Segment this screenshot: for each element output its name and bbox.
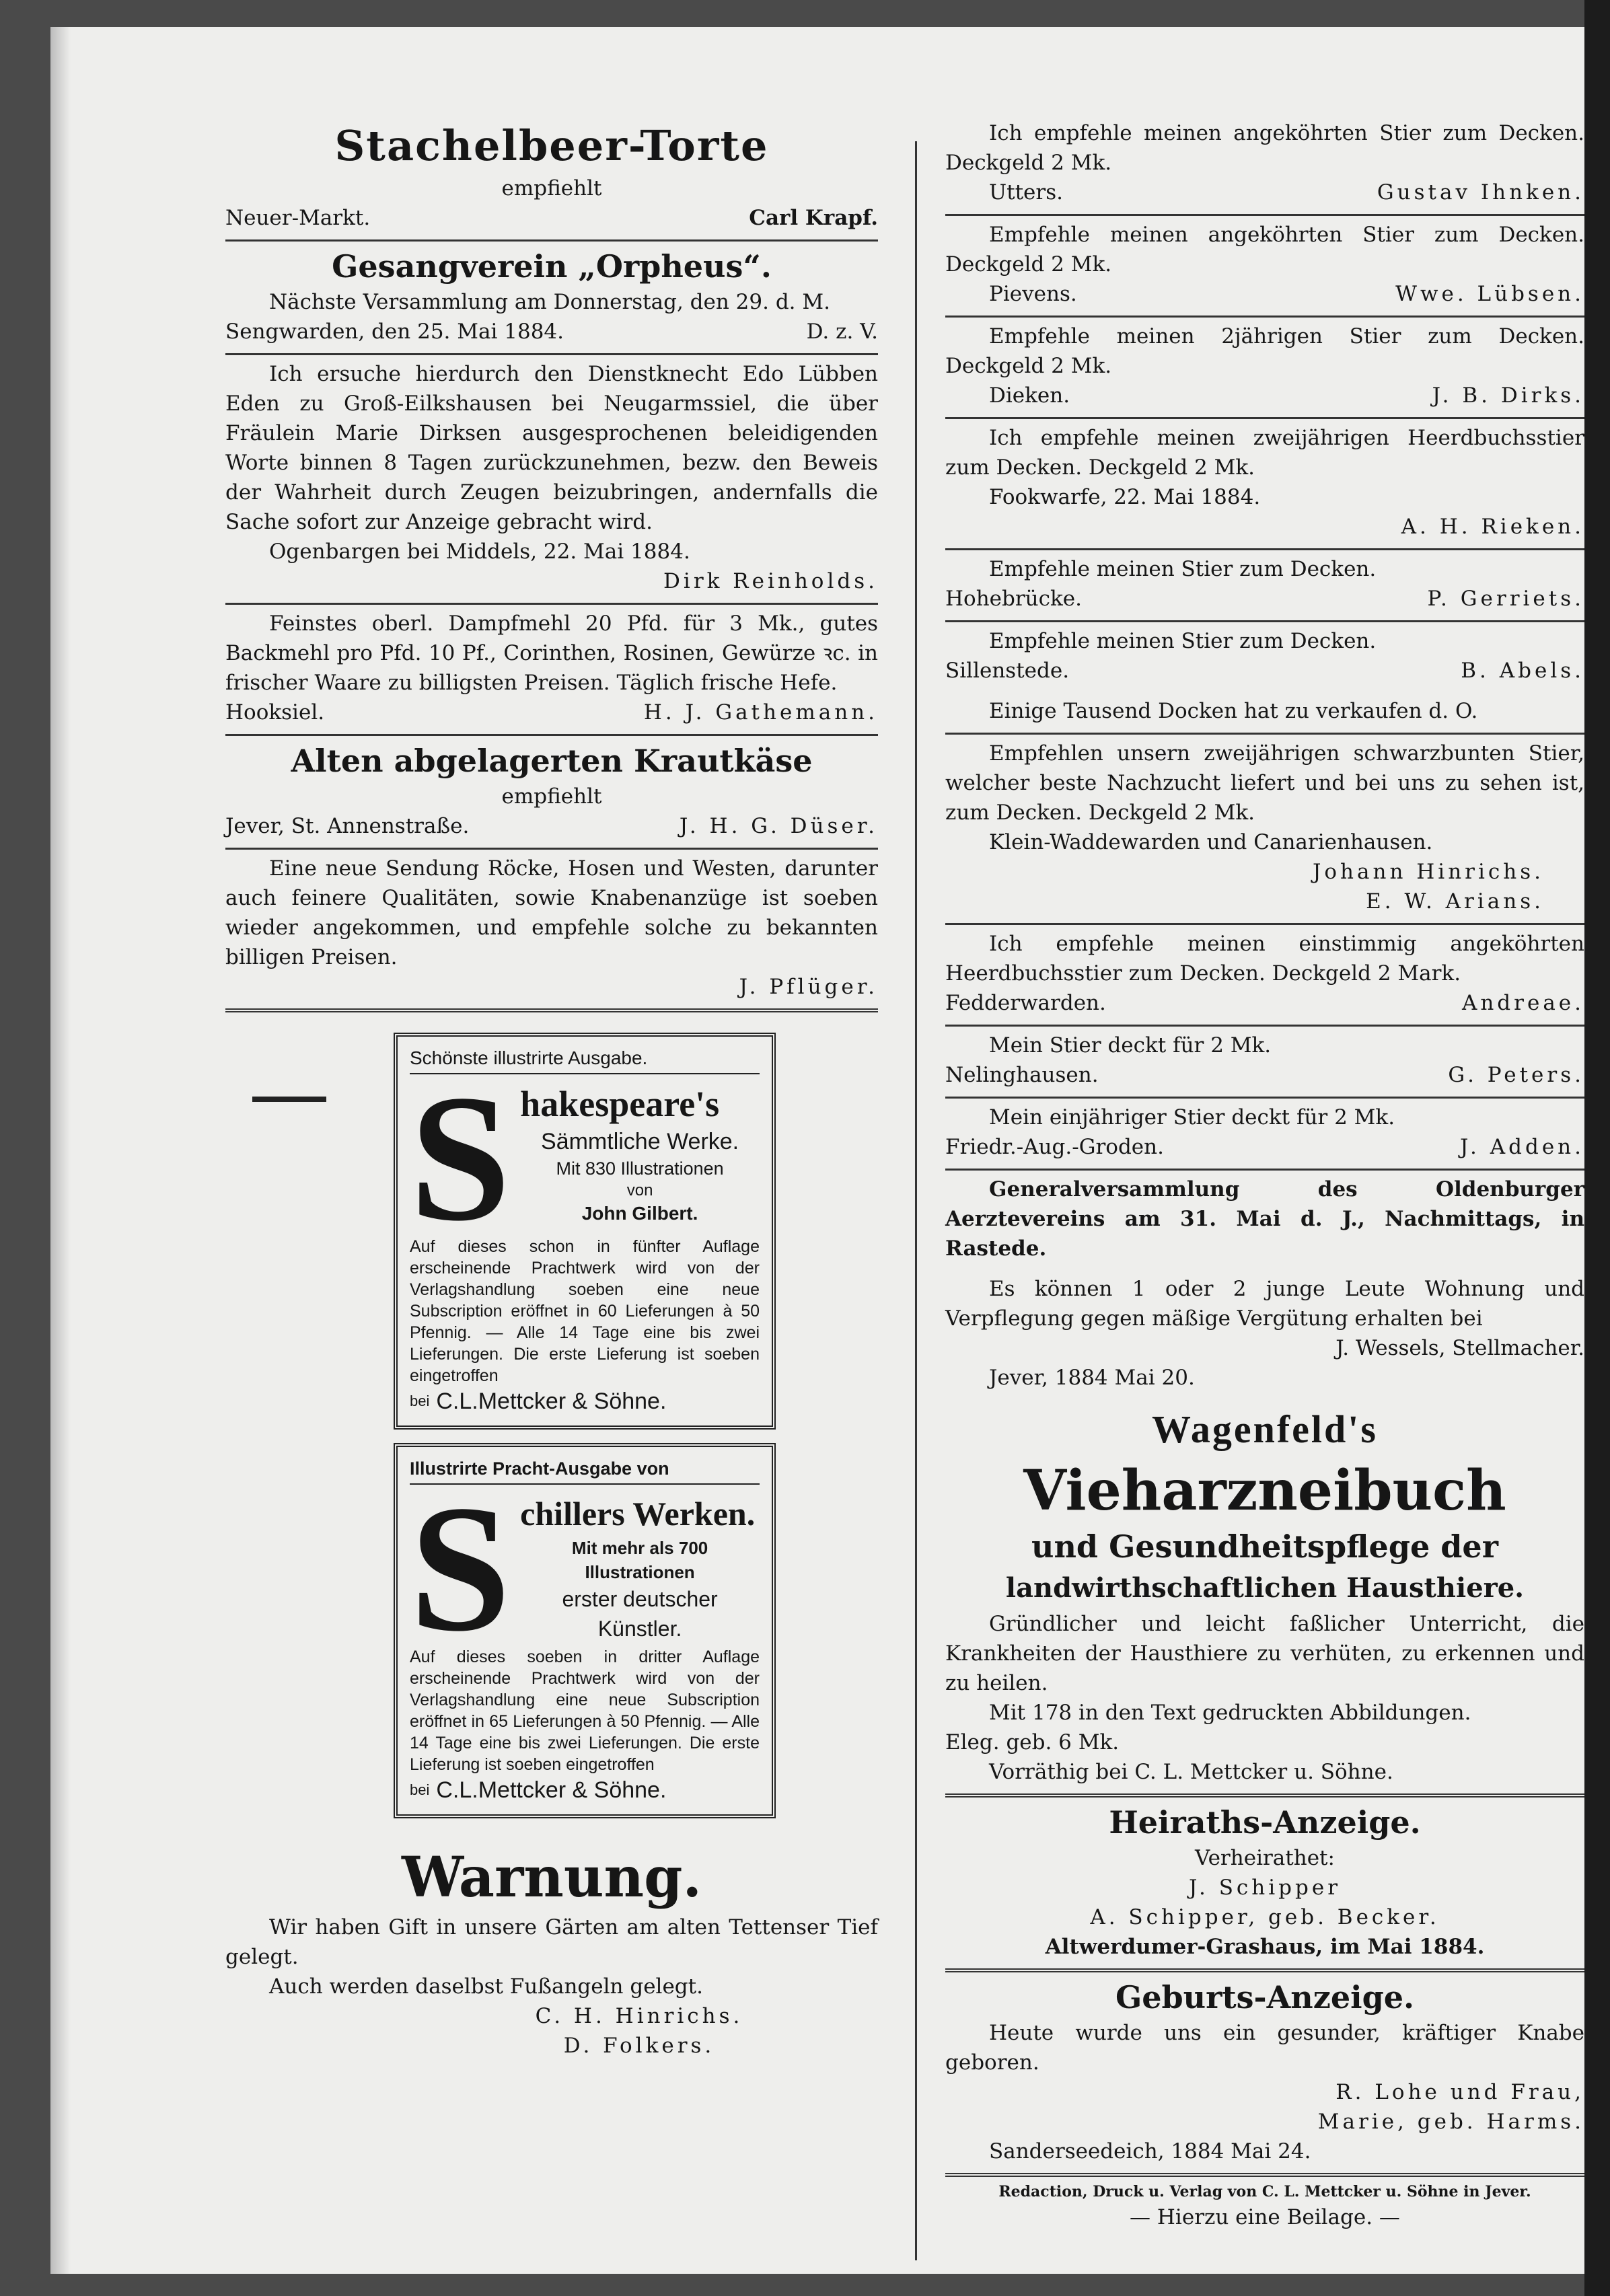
ad-text: Generalversammlung des Oldenburger Aerztevereins am 31. Mai d. J., Nachmittags, in Rastede. <box>945 1177 1584 1261</box>
ad-place: Klein-Waddewarden und Canarienhausen. <box>989 830 1433 854</box>
ad-price: Eleg. geb. 6 Mk. <box>945 1730 1120 1754</box>
ad-hinrichs <box>945 735 1584 925</box>
ad-title3: und Gesundheitspflege der <box>1031 1528 1498 1565</box>
ad-peters <box>945 1027 1584 1099</box>
ad-gathemann <box>225 605 878 736</box>
ad-name: hakespeare's <box>520 1084 720 1124</box>
ad-place: Sengwarden, den 25. Mai 1884. <box>225 320 564 344</box>
ad-title2: Vieharzneibuch <box>1023 1458 1506 1523</box>
ad-title: Gesangverein „Orpheus“. <box>332 248 772 285</box>
ad-sign: J. H. G. Düser. <box>679 814 878 838</box>
ad-firm: C.L.Mettcker & Söhne. <box>436 1388 667 1414</box>
ad-place: Hohebrücke. <box>945 587 1082 611</box>
ad-geburt <box>945 1972 1584 2177</box>
ad-text: Ich ersuche hierdurch den Dienstknecht Edo Lübben Eden zu Groß-Eilkshausen bei Neugarmssiel, die über Fräulein Marie Dirksen ausgesprochenen beleidigenden Worte binnen 8 Tagen zurückzunehmen, bezw. den Beweis der Wahrheit durch Zeugen beizubringen, andernfalls die Sache sofort zur Anzeige gebracht wird. <box>225 362 878 534</box>
ad-sub: empfiehlt <box>501 176 602 200</box>
ad-line1: Sämmtliche Werke. <box>541 1129 739 1154</box>
ad-place: Jever, St. Annenstraße. <box>225 814 470 838</box>
ad-text: Auf dieses schon in fünfter Auflage erscheinende Prachtwerk wird von der Verlagshandlung soeben eine neue Subscription eröffnet in 60 Lieferungen à 50 Pfennig. — Alle 14 Tage eine bis zwei Lieferungen. Die erste Lieferung ist soeben eingetroffen <box>410 1237 760 1385</box>
ad-krautkaese <box>225 736 878 850</box>
ad-text2: Auch werden daselbst Fußangeln gelegt. <box>269 1974 703 1999</box>
ad-sign: D. z. V. <box>806 320 878 344</box>
ad-text: Ich empfehle meinen angeköhrten Stier zum Decken. Deckgeld 2 Mk. <box>945 121 1584 175</box>
ad-text: Empfehle meinen Stier zum Decken. <box>989 629 1377 653</box>
ad-text: Heute wurde uns ein gesunder, kräftiger Knabe geboren. <box>945 2021 1584 2075</box>
ad-sign: J. B. Dirks. <box>1432 383 1584 408</box>
ad-sign: Wwe. Lübsen. <box>1395 282 1584 306</box>
ad-title: Warnung. <box>401 1845 702 1910</box>
ad-sign: C. H. Hinrichs. <box>535 2004 743 2028</box>
ad-abels <box>945 622 1584 692</box>
ad-luebsen <box>945 216 1584 318</box>
ad-text: Empfehlen unsern zweijährigen schwarzbunten Stier, welcher beste Nachzucht liefert und bei uns zu sehen ist, zum Decken. Deckgeld 2 Mk. <box>945 741 1584 825</box>
ad-andreae <box>945 925 1584 1027</box>
ad-text: Empfehle meinen 2jährigen Stier zum Decken. Deckgeld 2 Mk. <box>945 324 1584 378</box>
ad-sub: empfiehlt <box>501 784 602 809</box>
ad-place: Sanderseedeich, 1884 Mai 24. <box>989 2139 1311 2163</box>
ad-place: Altwerdumer-Grashaus, im Mai 1884. <box>1045 1935 1485 1959</box>
ad-stachelbeer <box>225 114 878 242</box>
ad-sign: P. Gerriets. <box>1427 587 1584 611</box>
ad-orpheus <box>225 242 878 355</box>
ad-place: Fookwarfe, 22. Mai 1884. <box>989 485 1261 509</box>
ad-sign: A. H. Rieken. <box>1401 515 1584 539</box>
ad-initial: S <box>410 1468 511 1669</box>
ad-sign2: D. Folkers. <box>563 2034 715 2058</box>
ad-sign2: E. W. Arians. <box>1366 889 1544 914</box>
ad-sign2: Marie, geb. Harms. <box>1317 2110 1584 2134</box>
ad-text: Gründlicher und leicht faßlicher Unterricht, die Krankheiten der Hausthiere zu verhüten, zu erkennen und zu heilen. <box>945 1612 1584 1695</box>
ad-rieken <box>945 419 1584 550</box>
ad-place: Neuer-Markt. <box>225 206 371 230</box>
ad-sign: Gustav Ihnken. <box>1377 180 1584 205</box>
ad-sign: Andreae. <box>1461 991 1584 1015</box>
ad-place: Jever, 1884 Mai 20. <box>989 1366 1195 1390</box>
imprint: Redaction, Druck u. Verlag von C. L. Mettcker u. Söhne in Jever. <box>998 2183 1531 2200</box>
ad-docken <box>945 692 1584 735</box>
ad-text: Empfehle meinen Stier zum Decken. <box>989 557 1377 581</box>
column-divider <box>915 141 917 2260</box>
ad-reinholds <box>225 355 878 605</box>
ad-line2: Mit 830 Illustrationen <box>556 1158 724 1179</box>
ad-stock: Vorräthig bei C. L. Mettcker u. Söhne. <box>989 1760 1393 1784</box>
ad-title4: landwirthschaftlichen Hausthiere. <box>1005 1572 1525 1604</box>
ad-title: Alten abgelagerten Krautkäse <box>291 743 813 779</box>
ad-bei: bei <box>410 1393 430 1409</box>
ad-text: Ich empfehle meinen einstimmig angeköhrten Heerdbuchsstier zum Decken. Deckgeld 2 Mark. <box>945 932 1584 986</box>
ad-place: Sillenstede. <box>945 659 1070 683</box>
ad-text: Ich empfehle meinen zweijährigen Heerdbuchsstier zum Decken. Deckgeld 2 Mk. <box>945 426 1584 480</box>
ad-top: Illustrirte Pracht-Ausgabe von <box>410 1456 760 1485</box>
ad-shakespeare <box>394 1033 776 1430</box>
ad-title: Geburts-Anzeige. <box>1115 1979 1415 2015</box>
ad-wagenfeld <box>945 1399 1584 1798</box>
ad-line3: von <box>626 1181 653 1199</box>
ad-adden <box>945 1099 1584 1171</box>
ad-sign: B. Abels. <box>1461 659 1584 683</box>
ad-text2: Mit 178 in den Text gedruckten Abbildungen. <box>989 1701 1471 1725</box>
page-spine-shadow <box>50 27 71 2274</box>
ad-name: chillers Werken. <box>520 1495 756 1532</box>
ad-bei: bei <box>410 1781 430 1798</box>
ad-pflueger <box>225 850 878 1012</box>
ad-place: Friedr.-Aug.-Groden. <box>945 1135 1164 1159</box>
ad-ihnken <box>945 114 1584 216</box>
right-column <box>945 114 1584 2239</box>
ad-sign: J. Wessels, Stellmacher. <box>1335 1336 1584 1360</box>
beilage-note: — Hierzu eine Beilage. — <box>1130 2205 1400 2229</box>
ad-text: Mein Stier deckt für 2 Mk. <box>989 1033 1272 1058</box>
ad-place: Utters. <box>989 180 1063 205</box>
ad-place: Pievens. <box>989 282 1077 306</box>
footer <box>945 2177 1584 2239</box>
dark-margin <box>1584 0 1610 2296</box>
ad-text: Wir haben Gift in unsere Gärten am alten Tettenser Tief gelegt. <box>225 1915 878 1969</box>
ad-text: Auf dieses soeben in dritter Auflage erscheinende Prachtwerk wird von der Verlagshandlung eine neue Subscription eröffnet in 65 Lieferungen à 50 Pfennig. — Alle 14 Tage eine bis zwei Lieferungen. Die erste Lieferung ist soeben eingetroffen <box>410 1647 760 1774</box>
ad-text: Feinstes oberl. Dampfmehl 20 Pfd. für 3 Mk., gutes Backmehl pro Pfd. 10 Pf., Corinthen, Rosinen, Gewürze ꝛc. in frischer Waare zu billigsten Preisen. Täglich frische Hefe. <box>225 612 878 695</box>
ad-name2: A. Schipper, geb. Becker. <box>1090 1905 1440 1929</box>
ad-sign: Johann Hinrichs. <box>1312 860 1544 884</box>
ad-initial: S <box>410 1058 511 1259</box>
ad-sign: Carl Krapf. <box>749 206 878 230</box>
ad-sub: Verheirathet: <box>1195 1846 1335 1870</box>
ad-line2: erster deutscher Künstler. <box>562 1587 718 1641</box>
ad-text: Nächste Versammlung am Donnerstag, den 29. d. M. <box>269 290 830 314</box>
ad-sign: R. Lohe und Frau, <box>1335 2080 1584 2104</box>
ad-top: Schönste illustrirte Ausgabe. <box>410 1046 760 1074</box>
ad-place: Dieken. <box>989 383 1070 408</box>
ad-title: Stachelbeer-Torte <box>334 121 769 170</box>
ad-text: Eine neue Sendung Röcke, Hosen und Westen, darunter auch feinere Qualitäten, sowie Knabenanzüge ist soeben wieder angekommen, und empfehle solche zu bekannten billigen Preisen. <box>225 856 878 969</box>
ad-heirath <box>945 1798 1584 1972</box>
ad-place: Nelinghausen. <box>945 1063 1099 1087</box>
ad-aerzte <box>945 1171 1584 1270</box>
left-column <box>225 114 878 2067</box>
ad-gerriets <box>945 550 1584 622</box>
ad-text: Empfehle meinen angeköhrten Stier zum Decken. Deckgeld 2 Mk. <box>945 223 1584 276</box>
ad-place: Fedderwarden. <box>945 991 1106 1015</box>
ad-sign: J. Adden. <box>1460 1135 1584 1159</box>
separator-dash <box>252 1097 326 1102</box>
ad-sign: G. Peters. <box>1448 1063 1584 1087</box>
ad-place: Ogenbargen bei Middels, 22. Mai 1884. <box>269 540 690 564</box>
ad-dirks <box>945 318 1584 419</box>
ad-name1: J. Schipper <box>1188 1876 1342 1900</box>
ad-warnung <box>225 1839 878 2067</box>
ad-text: Es können 1 oder 2 junge Leute Wohnung und Verpflegung gegen mäßige Vergütung erhalten bei <box>945 1277 1584 1331</box>
ad-text: Einige Tausend Docken hat zu verkaufen d. O. <box>989 699 1478 723</box>
ad-sign: Dirk Reinholds. <box>663 569 878 593</box>
ad-schiller <box>394 1443 776 1818</box>
ad-wessels <box>945 1270 1584 1399</box>
ad-line1: Mit mehr als 700 Illustrationen <box>571 1538 708 1582</box>
ad-sign: J. Pflüger. <box>739 975 878 999</box>
ad-title: Wagenfeld's <box>1152 1407 1378 1451</box>
ad-title: Heiraths-Anzeige. <box>1109 1804 1421 1841</box>
ad-text: Mein einjähriger Stier deckt für 2 Mk. <box>989 1105 1395 1130</box>
ad-place: Hooksiel. <box>225 700 325 725</box>
ad-line4: John Gilbert. <box>581 1203 698 1224</box>
ad-sign: H. J. Gathemann. <box>643 700 878 725</box>
ad-firm: C.L.Mettcker & Söhne. <box>436 1777 667 1803</box>
